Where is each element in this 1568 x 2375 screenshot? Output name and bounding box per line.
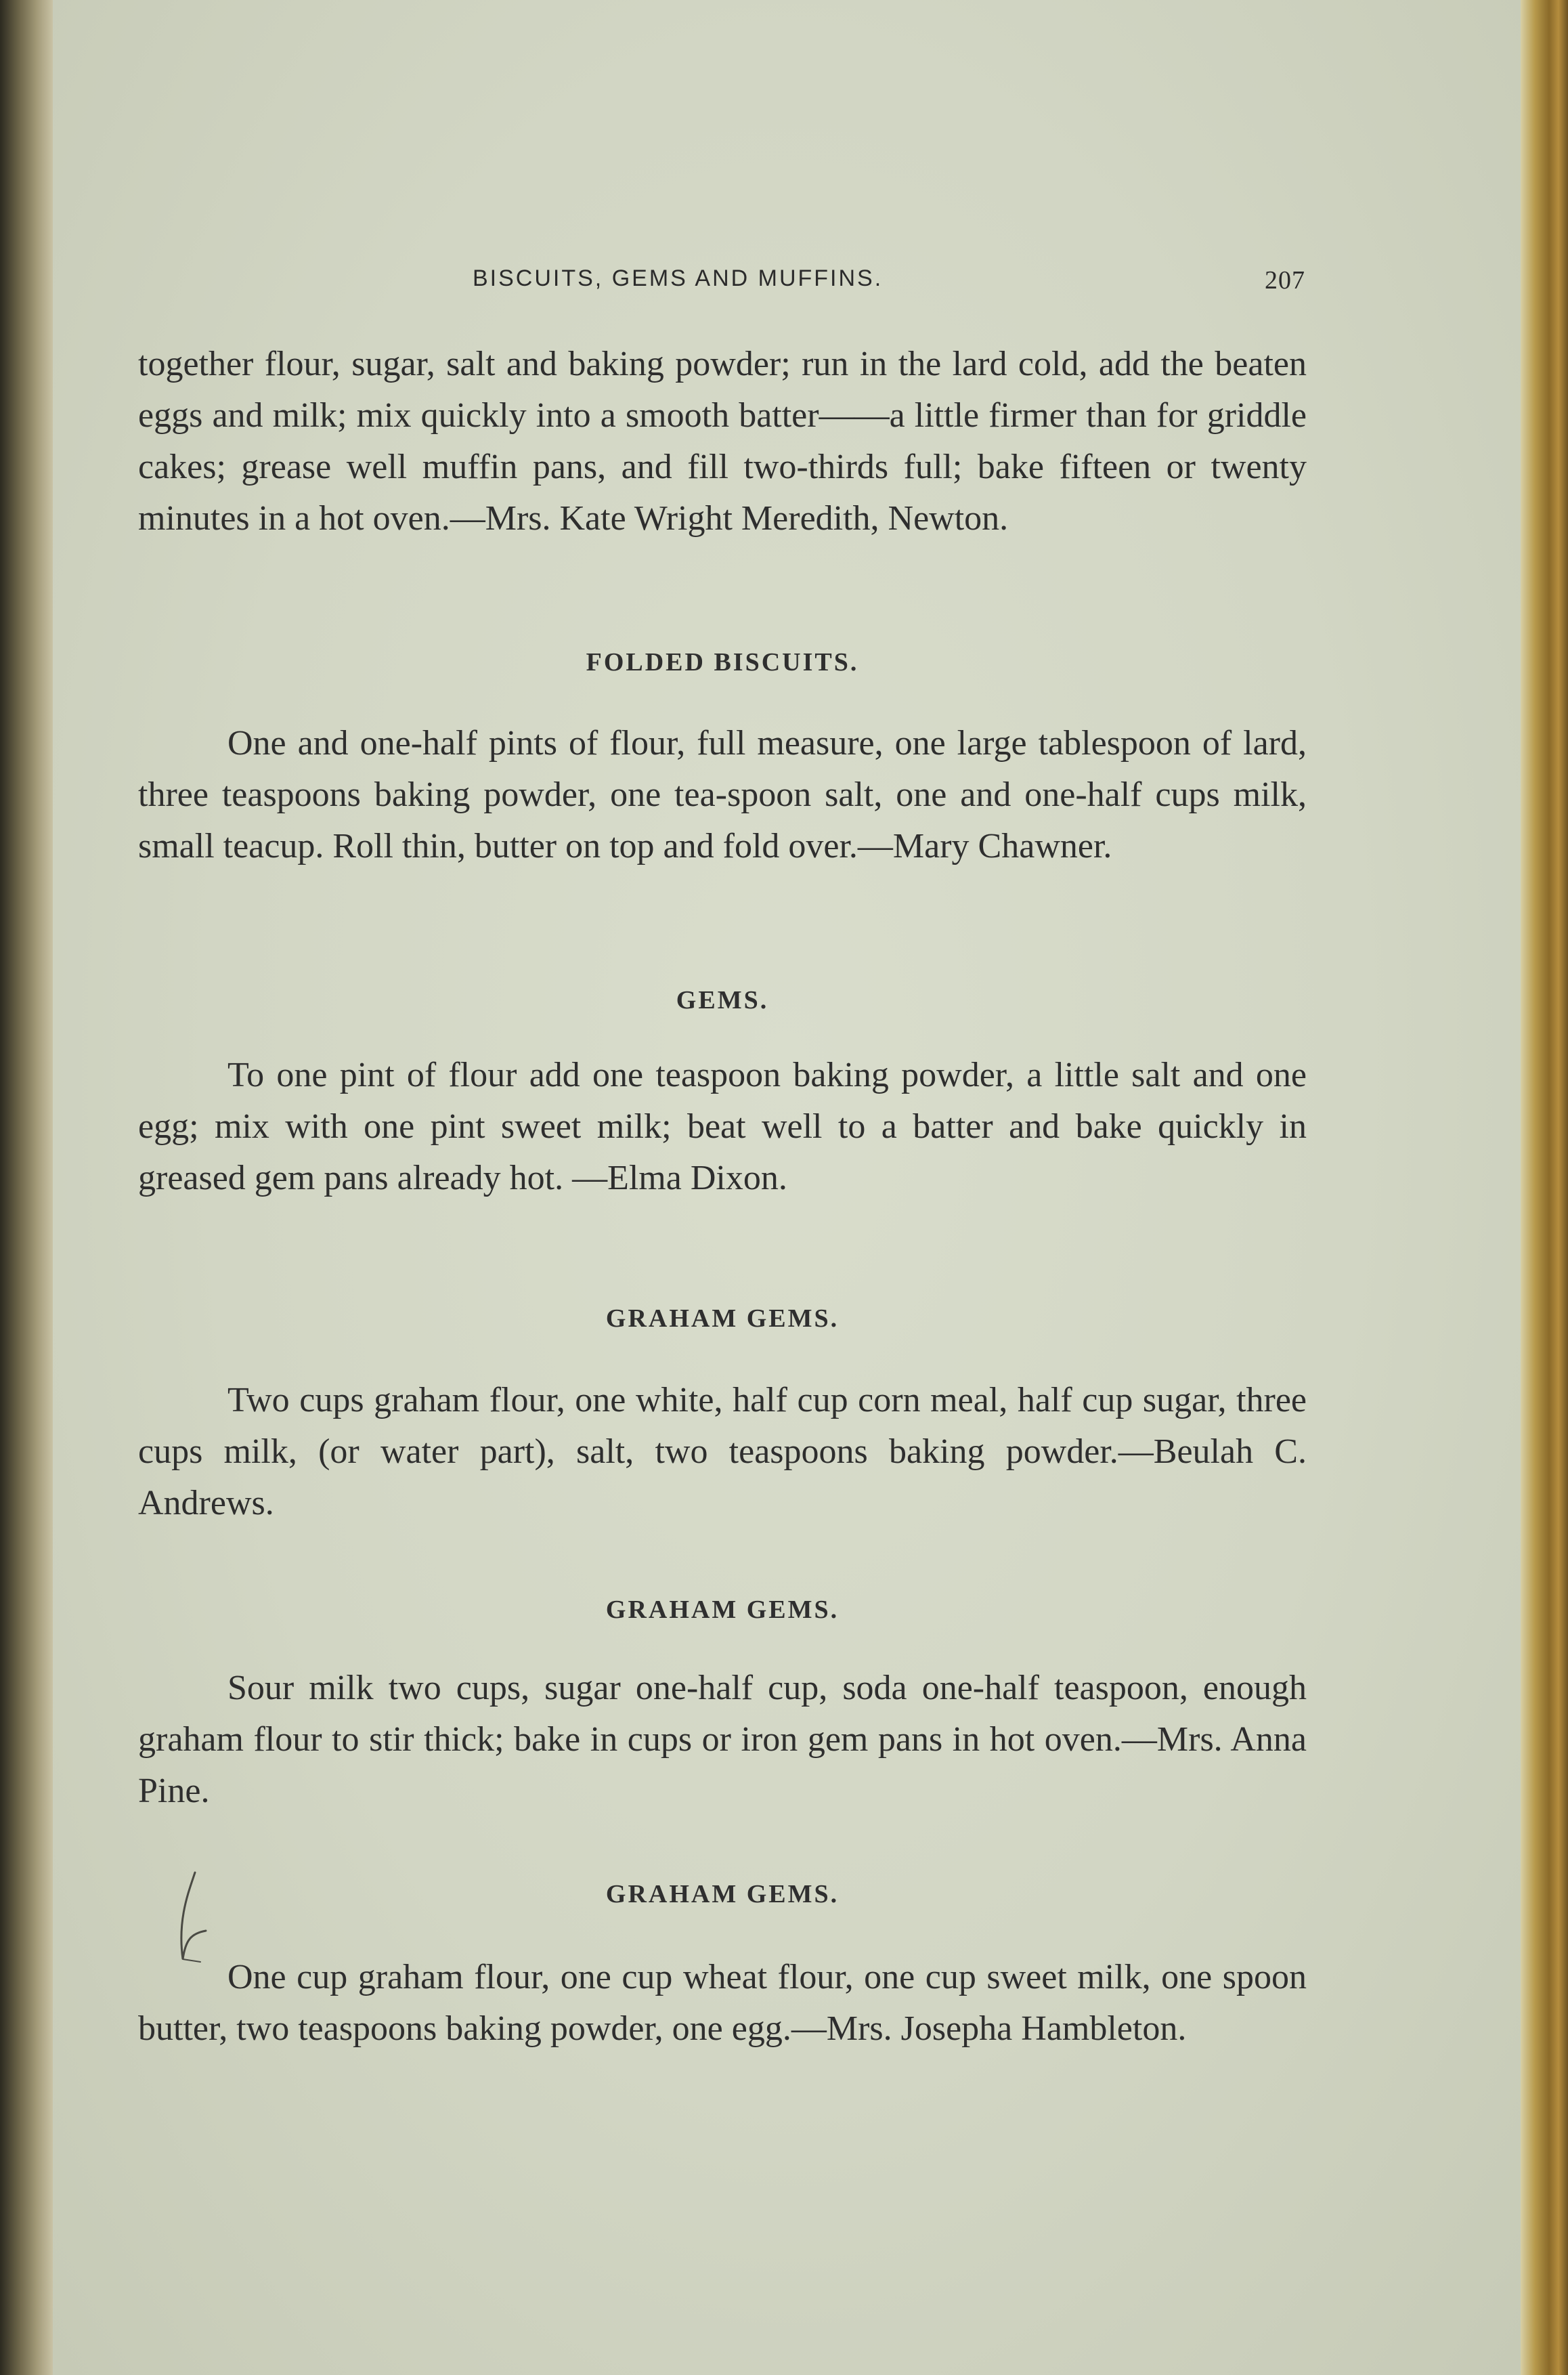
running-head-title: BISCUITS, GEMS AND MUFFINS.	[473, 265, 884, 291]
recipe-text-folded-biscuits: One and one-half pints of flour, full measure, one large tablespoon of lard, three teaspoons baking powder, one tea-spoon salt, one and one-half cups milk, small teacup. Roll thin, butter on top and fold over.—Mary Chawner.	[138, 724, 1307, 865]
pencil-check-mark-icon	[168, 1866, 222, 1974]
running-head	[473, 265, 1305, 299]
gilt-page-edge	[1521, 0, 1568, 2375]
page-number: 207	[1265, 266, 1305, 295]
book-page	[53, 0, 1521, 2375]
recipe-title-folded-biscuits: FOLDED BISCUITS.	[586, 648, 859, 677]
recipe-text-graham-gems-1: Two cups graham flour, one white, half cup corn meal, half cup sugar, three cups milk, (or water part), salt, two teaspoons baking powder.—Beulah C. Andrews.	[138, 1381, 1307, 1522]
recipe-text-graham-gems-3: One cup graham flour, one cup wheat flour, one cup sweet milk, one spoon butter, two teaspoons baking powder, one egg.—Mrs. Josepha Hambleton.	[138, 1958, 1307, 2048]
recipe-text-gems: To one pint of flour add one teaspoon baking powder, a little salt and one egg; mix with one pint sweet milk; beat well to a batter and bake quickly in greased gem pans already hot. —Elma Dixon.	[138, 1056, 1307, 1197]
continued-paragraph: together flour, sugar, salt and baking powder; run in the lard cold, add the beaten eggs and milk; mix quickly into a smooth batter——a little firmer than for griddle cakes; grease well muffin pans, and fill two-thirds full; bake fifteen or twenty minutes in a hot oven.—Mrs. Kate Wright Meredith, Newton.	[138, 345, 1307, 538]
recipe-title-graham-gems-2: GRAHAM GEMS.	[605, 1596, 840, 1624]
recipe-text-graham-gems-2: Sour milk two cups, sugar one-half cup, soda one-half teaspoon, enough graham flour to stir thick; bake in cups or iron gem pans in hot oven.—Mrs. Anna Pine.	[138, 1669, 1307, 1810]
recipe-title-gems: GEMS.	[676, 986, 769, 1014]
recipe-title-graham-gems-3: GRAHAM GEMS.	[605, 1880, 840, 1908]
recipe-title-graham-gems-1: GRAHAM GEMS.	[605, 1304, 840, 1333]
book-binding	[0, 0, 53, 2375]
